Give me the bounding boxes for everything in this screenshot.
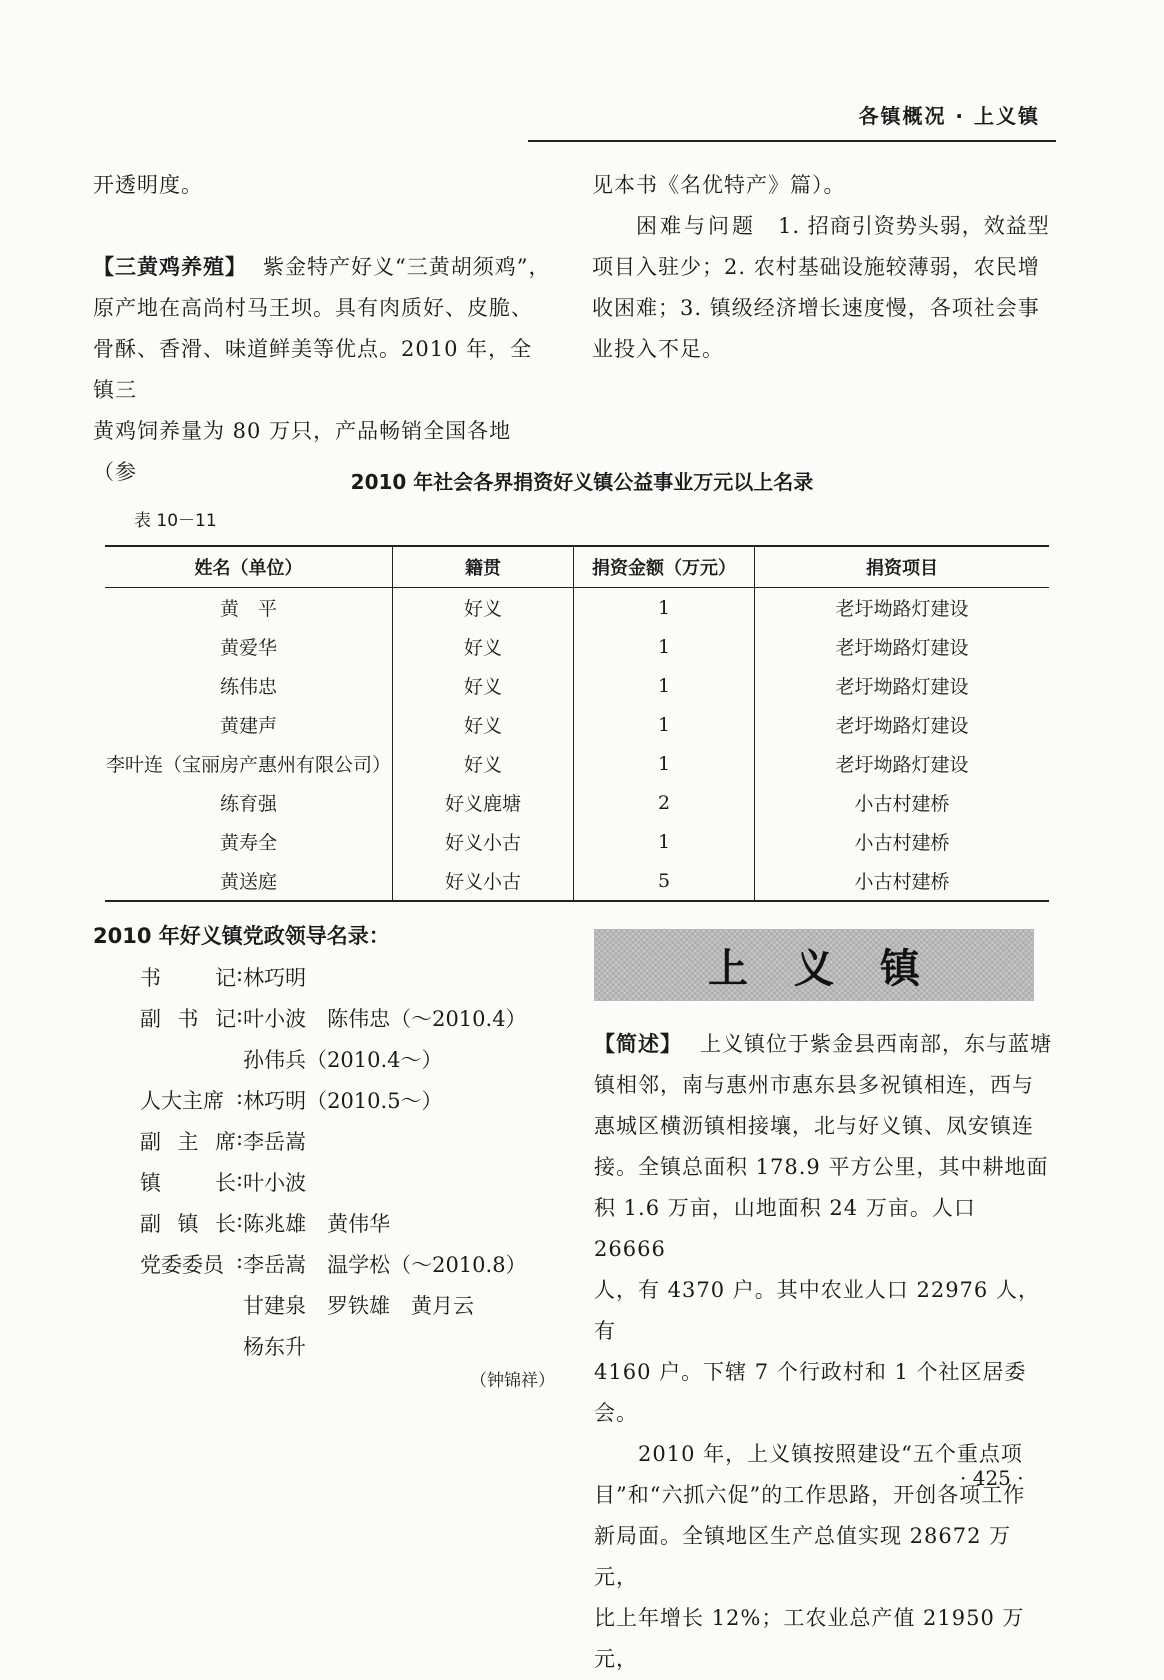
donor-origin: 好义 [393,588,574,628]
summary-line: 积 1.6 万亩，山地面积 24 万亩。人口 26666 [594,1196,976,1261]
donor-origin: 好义小古 [393,822,574,861]
sanhuang-line: 紫金特产好义“三黄胡须鸡”， [263,255,551,279]
donation-project: 小古村建桥 [755,861,1049,901]
donor-name: 练伟忠 [220,676,278,698]
leader-names: 陈兆雄 黄伟华 [243,1212,391,1236]
donation-amount: 1 [573,666,754,705]
summary-heading: 【简述】 [594,1032,682,1056]
donor-name: 黄寿全 [220,832,278,854]
intro-tail: 开透明度。 [93,173,203,197]
leader-names: 林巧明（2010.5～） [243,1089,443,1113]
column-header: 籍贯 [393,546,574,588]
table-row [105,822,1049,861]
section-title: 上义镇 [708,945,966,992]
leader-entry: 镇 长 : 叶小波 [140,1167,307,1195]
leader-entry: 副 主 席 : 李岳嵩 [140,1126,307,1154]
left-column [93,165,553,206]
donation-amount: 1 [573,627,754,666]
leader-role: 人大主席 [140,1089,224,1113]
donor-origin: 好义 [393,705,574,744]
table-row [105,861,1049,901]
author-signature: （钟锦祥） [470,1371,555,1391]
para2-line: 新局面。全镇地区生产总值实现 28672 万元， [594,1524,1012,1589]
problems-line: 收困难；3. 镇级经济增长速度慢，各项社会事 [592,296,1040,320]
page-number: · 425 · [960,1466,1024,1490]
donation-project: 老圩坳路灯建设 [755,744,1049,783]
column-header: 捐资金额（万元） [573,546,754,588]
leader-names: 叶小波 [243,1171,307,1195]
leaders-title: 2010 年好义镇党政领导名录： [93,924,390,948]
leader-role: 书 记 [140,966,236,990]
leader-entry: 人大主席 : 林巧明（2010.5～） [140,1085,443,1113]
section-summary [594,1024,1054,1680]
donor-origin: 好义小古 [393,861,574,901]
running-header: 各镇概况 · 上义镇 [858,104,1040,128]
donation-project: 老圩坳路灯建设 [755,705,1049,744]
donation-table [105,545,1049,902]
donor-name: 黄送庭 [105,861,393,901]
table-title: 2010 年社会各界捐资好义镇公益事业万元以上名录 [350,470,814,494]
donor-name: 黄爱华 [220,637,278,659]
leader-role: 副 书 记 [140,1007,236,1031]
leader-entry: 书 记 : 林巧明 [140,962,307,990]
sanhuang-line: 骨酥、香滑、味道鲜美等优点。2010 年，全镇三 [93,337,533,402]
donor-origin: 好义 [393,744,574,783]
problems-label: 困难与问题 [636,214,756,238]
leader-names: 李岳嵩 温学松（～2010.8） [243,1253,527,1277]
leader-entry: 副 书 记 : 叶小波 陈伟忠（～2010.4） [140,1003,527,1031]
problems-line: 项目入驻少；2. 农村基础设施较薄弱，农民增 [592,255,1040,279]
donation-amount: 1 [573,705,754,744]
leader-entry [243,1044,442,1074]
donation-amount: 2 [573,783,754,822]
sanhuang-line: 黄鸡饲养量为 80 万只，产品畅销全国各地（参 [93,419,512,484]
donor-origin: 好义 [393,666,574,705]
summary-line: 4160 户。下辖 7 个行政村和 1 个社区居委会。 [594,1360,1027,1425]
donation-project: 老圩坳路灯建设 [755,627,1049,666]
para2-line: 2010 年，上义镇按照建设“五个重点项 [638,1442,1023,1466]
summary-line: 镇相邻，南与惠州市惠东县多祝镇相连，西与 [594,1073,1034,1097]
column-header: 姓名（单位） [105,546,393,588]
leader-role: 镇 长 [140,1171,236,1195]
summary-line: 上义镇位于紫金县西南部，东与蓝塘 [700,1032,1052,1056]
table-row [105,705,1049,744]
table-row [105,627,1049,666]
summary-line: 人，有 4370 户。其中农业人口 22976 人，有 [594,1278,1040,1343]
leader-role: 副 主 席 [140,1130,236,1154]
para2-line: 比上年增长 12%；工农业总产值 21950 万元， [594,1606,1025,1671]
table-number: 表 10－11 [134,511,217,531]
leader-entry: 党委委员 : 李岳嵩 温学松（～2010.8） [140,1249,527,1277]
donor-name: 李叶连（宝丽房产惠州有限公司） [106,754,392,776]
sanhuang-heading: 【三黄鸡养殖】 [93,255,247,279]
leader-names: 杨东升 [243,1335,306,1359]
donation-project: 老圩坳路灯建设 [755,666,1049,705]
column-header: 捐资项目 [755,546,1049,588]
donation-amount: 5 [573,861,754,901]
table-row [105,666,1049,705]
leader-entry [243,1331,306,1361]
table-row [105,783,1049,822]
leader-role: 副 镇 长 [140,1212,236,1236]
sanhuang-line: 原产地在高尚村马王坝。具有肉质好、皮脆、 [93,296,533,320]
donation-project: 老圩坳路灯建设 [755,588,1049,628]
table-row [105,744,1049,783]
ref-line: 见本书《名优特产》篇）。 [592,173,846,197]
donation-amount: 1 [573,588,754,628]
leader-entry [243,1290,474,1320]
donation-project: 小古村建桥 [755,783,1049,822]
donor-name: 练育强 [220,793,278,815]
sanhuang-paragraph [93,247,553,493]
leader-entry: 副 镇 长 : 陈兆雄 黄伟华 [140,1208,391,1236]
donor-origin: 好义 [393,627,574,666]
section-banner [594,929,1034,1001]
leader-names: 叶小波 陈伟忠（～2010.4） [243,1007,527,1031]
problems-line: 1. 招商引资势头弱，效益型 [778,214,1050,238]
leader-names: 李岳嵩 [243,1130,307,1154]
leader-role: 党委委员 [140,1253,224,1277]
table-row [105,588,1049,628]
donation-project: 小古村建桥 [755,822,1049,861]
summary-line: 惠城区横沥镇相接壤，北与好义镇、凤安镇连 [594,1114,1034,1138]
donor-origin: 好义鹿塘 [393,783,574,822]
leader-names: 甘建泉 罗铁雄 黄月云 [243,1294,474,1318]
summary-line: 接。全镇总面积 178.9 平方公里，其中耕地面 [594,1155,1049,1179]
leader-names: 林巧明 [243,966,307,990]
donation-amount: 1 [573,822,754,861]
donor-name: 黄建声 [220,715,278,737]
leader-names: 孙伟兵（2010.4～） [243,1048,443,1072]
right-column [592,165,1052,370]
table-header-row [105,546,1049,588]
donor-name: 黄 平 [220,598,278,620]
problems-line: 业投入不足。 [592,337,724,361]
donation-amount: 1 [573,744,754,783]
para2-line: 目”和“六抓六促”的工作思路，开创各项工作 [594,1483,1026,1507]
header-rule [528,140,1056,142]
